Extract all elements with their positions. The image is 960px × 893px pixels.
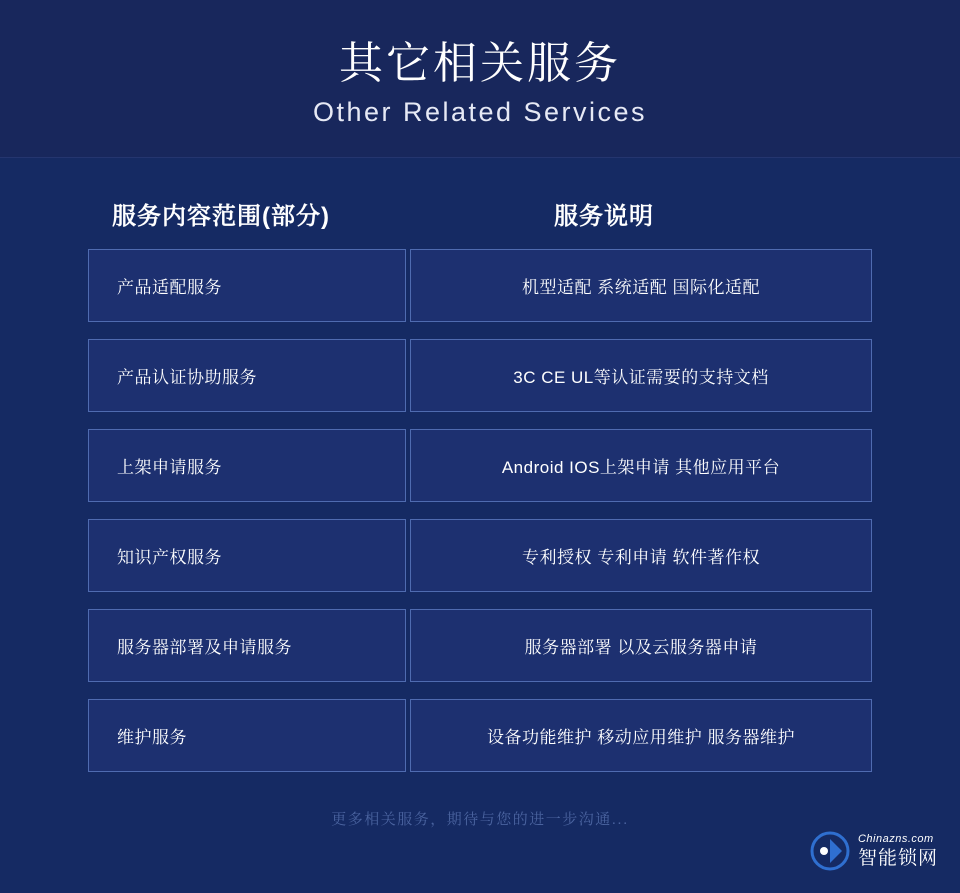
cell-description: 3C CE UL等认证需要的支持文档 (410, 339, 872, 412)
table-row (88, 519, 872, 592)
table-header-row (88, 196, 872, 231)
table-row (88, 699, 872, 772)
cell-scope: 知识产权服务 (88, 519, 406, 592)
logo-text (858, 834, 938, 868)
table-row (88, 609, 872, 682)
cell-description: 服务器部署 以及云服务器申请 (410, 609, 872, 682)
page-title-cn: 其它相关服务 (339, 38, 621, 88)
table-row (88, 249, 872, 322)
cell-scope: 产品认证协助服务 (88, 339, 406, 412)
logo-text-en: Chinazns.com (857, 833, 934, 845)
content-area (0, 196, 960, 829)
site-logo (810, 831, 938, 871)
logo-text-cn: 智能锁网 (857, 848, 938, 869)
cell-description: 专利授权 专利申请 软件著作权 (410, 519, 872, 592)
column-header-description: 服务说明 (554, 203, 654, 230)
services-table (88, 249, 872, 772)
column-header-scope: 服务内容范围(部分) (112, 203, 330, 230)
cell-description: 设备功能维护 移动应用维护 服务器维护 (410, 699, 872, 772)
cell-scope: 维护服务 (88, 699, 406, 772)
cell-scope: 上架申请服务 (88, 429, 406, 502)
cell-description: Android IOS上架申请 其他应用平台 (410, 429, 872, 502)
table-row (88, 429, 872, 502)
cell-scope: 服务器部署及申请服务 (88, 609, 406, 682)
page-title-en: Other Related Services (312, 96, 648, 127)
footer-note: 更多相关服务，期待与您的进一步沟通... (331, 811, 629, 828)
table-row (88, 339, 872, 412)
cell-description: 机型适配 系统适配 国际化适配 (410, 249, 872, 322)
page-header (0, 0, 960, 158)
chinazns-logo-icon (810, 831, 850, 871)
cell-scope: 产品适配服务 (88, 249, 406, 322)
